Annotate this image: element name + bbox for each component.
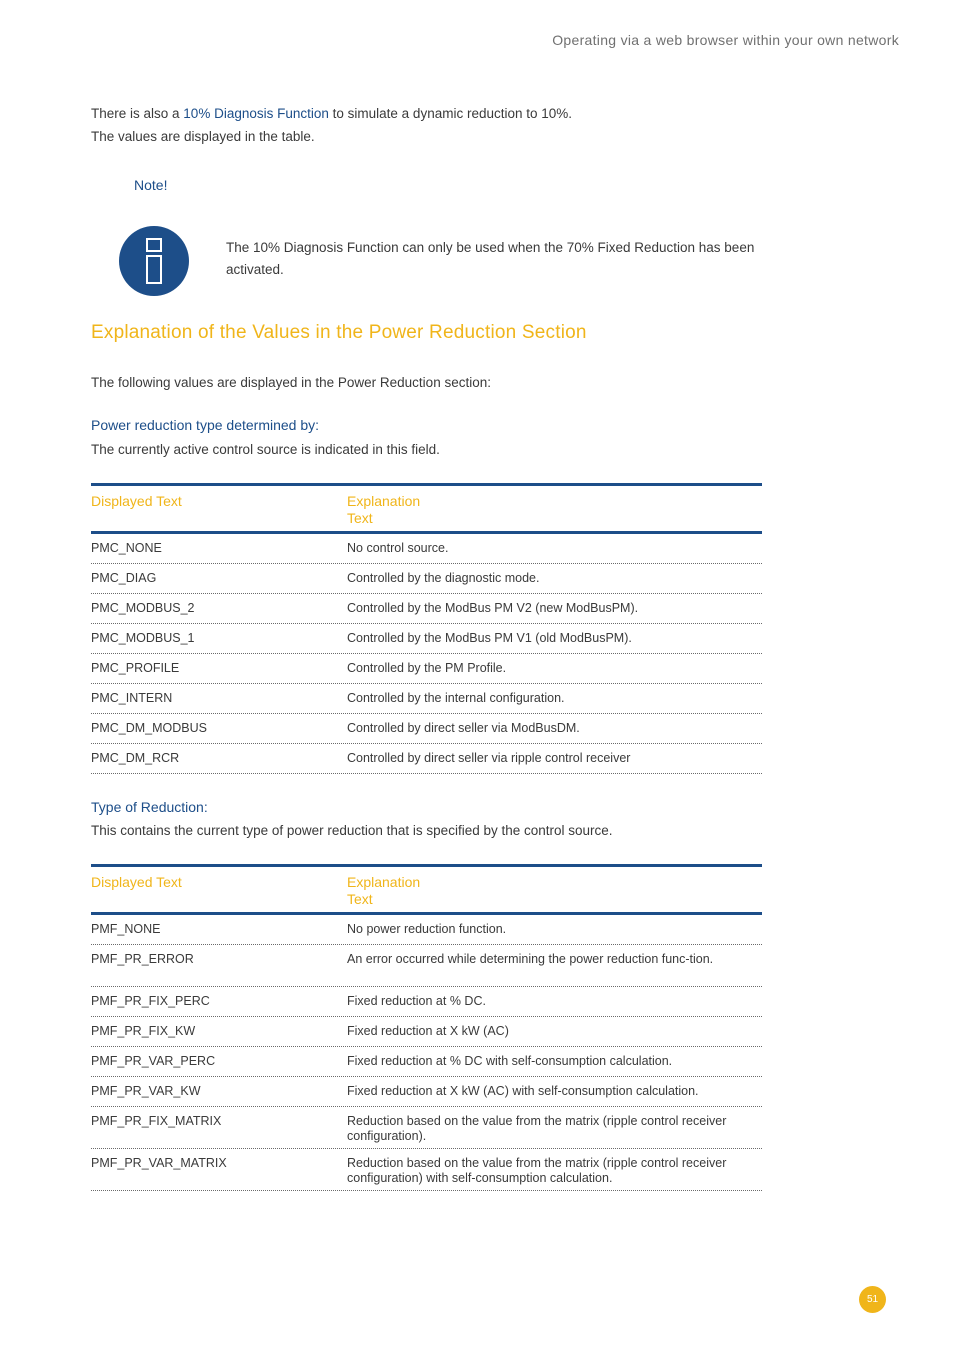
cell-displayed-text: PMC_DIAG [91,571,157,585]
cell-explanation: Controlled by the PM Profile. [347,661,507,675]
cell-displayed-text: PMF_PR_ERROR [91,952,194,966]
table-row [91,945,762,987]
cell-displayed-text: PMC_DM_RCR [91,751,180,765]
table-row [91,714,762,744]
table-row [91,1149,762,1191]
cell-explanation: Fixed reduction at % DC. [347,994,486,1008]
page-number: 51 [859,1286,886,1313]
table-header [91,483,762,534]
cell-displayed-text: PMF_PR_VAR_KW [91,1084,201,1098]
cell-explanation: Controlled by direct seller via ripple control receiver [347,751,631,765]
intro-line-1: There is also a 10% Diagnosis Function to simulate a dynamic reduction to 10%. [91,106,573,121]
page-header: Operating via a web browser within your own network [552,32,899,48]
cell-displayed-text: PMC_MODBUS_2 [91,601,195,615]
table-row [91,1107,762,1149]
cell-displayed-text: PMC_MODBUS_1 [91,631,195,645]
reduction-type-table [91,864,762,1191]
table-body [91,915,762,1191]
intro-paragraph [91,102,791,148]
table-row [91,564,762,594]
section-title: Explanation of the Values in the Power Reduction Section [91,322,587,343]
note-text: The 10% Diagnosis Function can only be used when the 70% Fixed Reduction has been activated. [226,240,755,277]
control-source-table [91,483,762,774]
column-header-explanation-text: Explanation Text [347,493,421,526]
table-row [91,1017,762,1047]
table-row [91,654,762,684]
diagnosis-function-link[interactable]: 10% Diagnosis Function [183,106,329,121]
table-header [91,864,762,915]
cell-displayed-text: PMC_DM_MODBUS [91,721,207,735]
cell-explanation: No control source. [347,541,449,555]
column-header-explanation-text: Explanation Text [347,874,421,907]
cell-displayed-text: PMF_NONE [91,922,161,936]
cell-displayed-text: PMC_PROFILE [91,661,180,675]
column-header-displayed-text: Displayed Text [91,874,182,890]
cell-explanation: Controlled by the ModBus PM V1 (old ModBusPM). [347,631,632,645]
cell-displayed-text: PMF_PR_FIX_MATRIX [91,1114,222,1128]
cell-displayed-text: PMC_NONE [91,541,162,555]
note-label: Note! [134,177,168,193]
section-intro: The following values are displayed in the Power Reduction section: [91,375,491,390]
cell-explanation: Controlled by the ModBus PM V2 (new ModBusPM). [347,601,639,615]
cell-explanation: Controlled by direct seller via ModBusDM. [347,721,580,735]
cell-explanation: Reduction based on the value from the matrix (ripple control receiver configuration) with self-consumption calculation. [347,1156,727,1185]
reduction-type-description: The currently active control source is indicated in this field. [91,442,440,457]
type-of-reduction-description: This contains the current type of power reduction that is specified by the control source. [91,823,613,838]
cell-explanation: No power reduction function. [347,922,507,936]
cell-displayed-text: PMC_INTERN [91,691,173,705]
info-icon [119,226,189,296]
table-row [91,915,762,945]
cell-explanation: Fixed reduction at % DC with self-consumption calculation. [347,1054,673,1068]
table-row [91,1077,762,1107]
cell-displayed-text: PMF_PR_VAR_PERC [91,1054,216,1068]
cell-explanation: Controlled by the internal configuration. [347,691,565,705]
intro-line-2: The values are displayed in the table. [91,129,315,144]
table-row [91,534,762,564]
type-of-reduction-heading: Type of Reduction: [91,799,208,815]
table-row [91,1047,762,1077]
cell-displayed-text: PMF_PR_FIX_PERC [91,994,210,1008]
cell-displayed-text: PMF_PR_VAR_MATRIX [91,1156,227,1170]
column-header-displayed-text: Displayed Text [91,493,182,509]
reduction-type-heading: Power reduction type determined by: [91,417,320,433]
table-row [91,684,762,714]
table-body [91,534,762,774]
cell-explanation: Fixed reduction at X kW (AC) with self-consumption calculation. [347,1084,699,1098]
cell-explanation: Fixed reduction at X kW (AC) [347,1024,509,1038]
cell-displayed-text: PMF_PR_FIX_KW [91,1024,196,1038]
cell-explanation: Reduction based on the value from the matrix (ripple control receiver configuration). [347,1114,727,1143]
table-row [91,987,762,1017]
table-row [91,594,762,624]
table-row [91,744,762,774]
cell-explanation: Controlled by the diagnostic mode. [347,571,540,585]
table-row [91,624,762,654]
cell-explanation: An error occurred while determining the power reduction func-tion. [347,952,714,966]
